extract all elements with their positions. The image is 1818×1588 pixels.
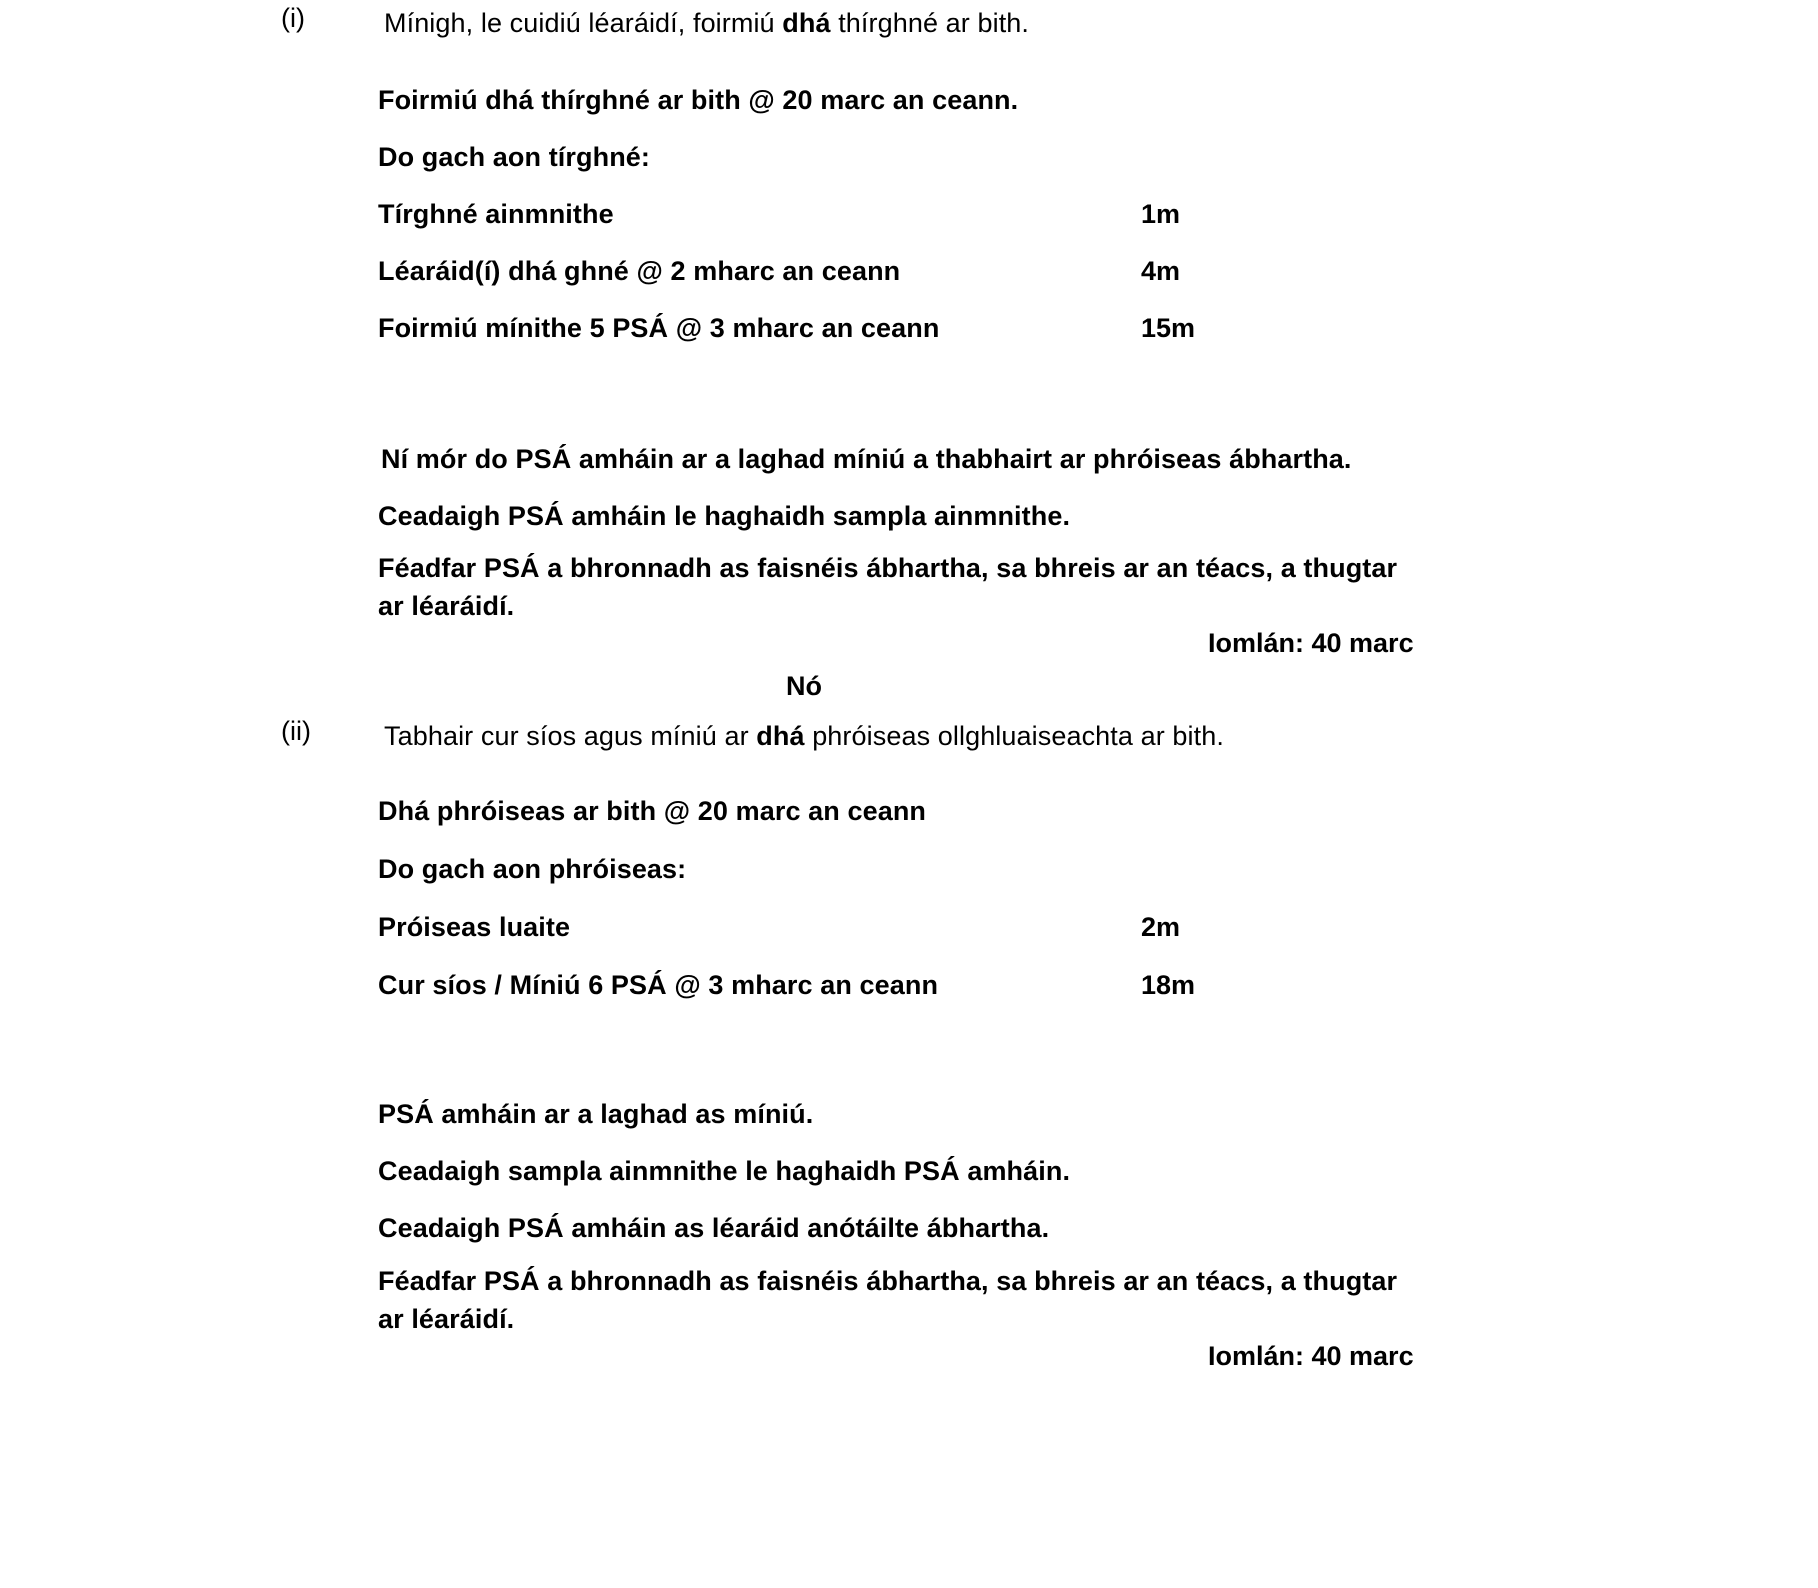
criterion-mark-i-2: 4m xyxy=(1141,256,1181,286)
scheme-heading-i: Foirmiú dhá thírghné ar bith @ 20 marc an ceann. xyxy=(378,85,1019,115)
criterion-label-ii-2: Cur síos / Míniú 6 PSÁ @ 3 mharc an ceann xyxy=(378,970,939,1000)
question-text-ii xyxy=(384,718,1224,754)
total-marks-i: Iomlán: 40 marc xyxy=(1208,628,1414,658)
part-marker-ii: (ii) xyxy=(281,716,311,746)
criterion-label-i-3: Foirmiú mínithe 5 PSÁ @ 3 mharc an ceann xyxy=(378,313,940,343)
question-text-ii-before: Tabhair cur síos agus míniú ar xyxy=(384,721,757,751)
total-marks-ii: Iomlán: 40 marc xyxy=(1208,1341,1414,1371)
question-text-i-emphasis: dhá xyxy=(782,8,831,38)
criterion-mark-ii-2: 18m xyxy=(1141,970,1196,1000)
scheme-heading-ii: Dhá phróiseas ar bith @ 20 marc an ceann xyxy=(378,796,927,826)
criterion-mark-i-3: 15m xyxy=(1141,313,1196,343)
scheme-subheading-i: Do gach aon tírghné: xyxy=(378,142,650,172)
note-ii-3: Ceadaigh PSÁ amháin as léaráid anótáilte ábhartha. xyxy=(378,1213,1050,1243)
scheme-subheading-ii: Do gach aon phróiseas: xyxy=(378,854,687,884)
note-ii-4: Féadfar PSÁ a bhronnadh as faisnéis ábhartha, sa bhreis ar an téacs, a thugtar ar léaráidí. xyxy=(378,1266,1398,1335)
note-i-3: Féadfar PSÁ a bhronnadh as faisnéis ábhartha, sa bhreis ar an téacs, a thugtar ar léaráidí. xyxy=(378,553,1398,622)
criterion-label-i-1: Tírghné ainmnithe xyxy=(378,199,614,229)
question-text-i-after: thírghné ar bith. xyxy=(830,8,1030,38)
question-text-i xyxy=(384,5,1029,41)
note-i-2: Ceadaigh PSÁ amháin le haghaidh sampla ainmnithe. xyxy=(378,501,1071,531)
question-text-ii-emphasis: dhá xyxy=(756,721,805,751)
note-ii-1: PSÁ amháin ar a laghad as míniú. xyxy=(378,1099,814,1129)
question-text-ii-after: phróiseas ollghluaiseachta ar bith. xyxy=(804,721,1224,751)
note-i-1: Ní mór do PSÁ amháin ar a laghad míniú a thabhairt ar phróiseas ábhartha. xyxy=(381,444,1352,474)
criterion-mark-i-1: 1m xyxy=(1141,199,1181,229)
part-marker-i: (i) xyxy=(281,3,305,33)
criterion-mark-ii-1: 2m xyxy=(1141,912,1181,942)
criterion-label-i-2: Léaráid(í) dhá ghné @ 2 mharc an ceann xyxy=(378,256,901,286)
note-ii-2: Ceadaigh sampla ainmnithe le haghaidh PSÁ amháin. xyxy=(378,1156,1071,1186)
criterion-label-ii-1: Próiseas luaite xyxy=(378,912,571,942)
question-text-i-before: Mínigh, le cuidiú léaráidí, foirmiú xyxy=(384,8,783,38)
or-separator: Nó xyxy=(786,671,822,701)
